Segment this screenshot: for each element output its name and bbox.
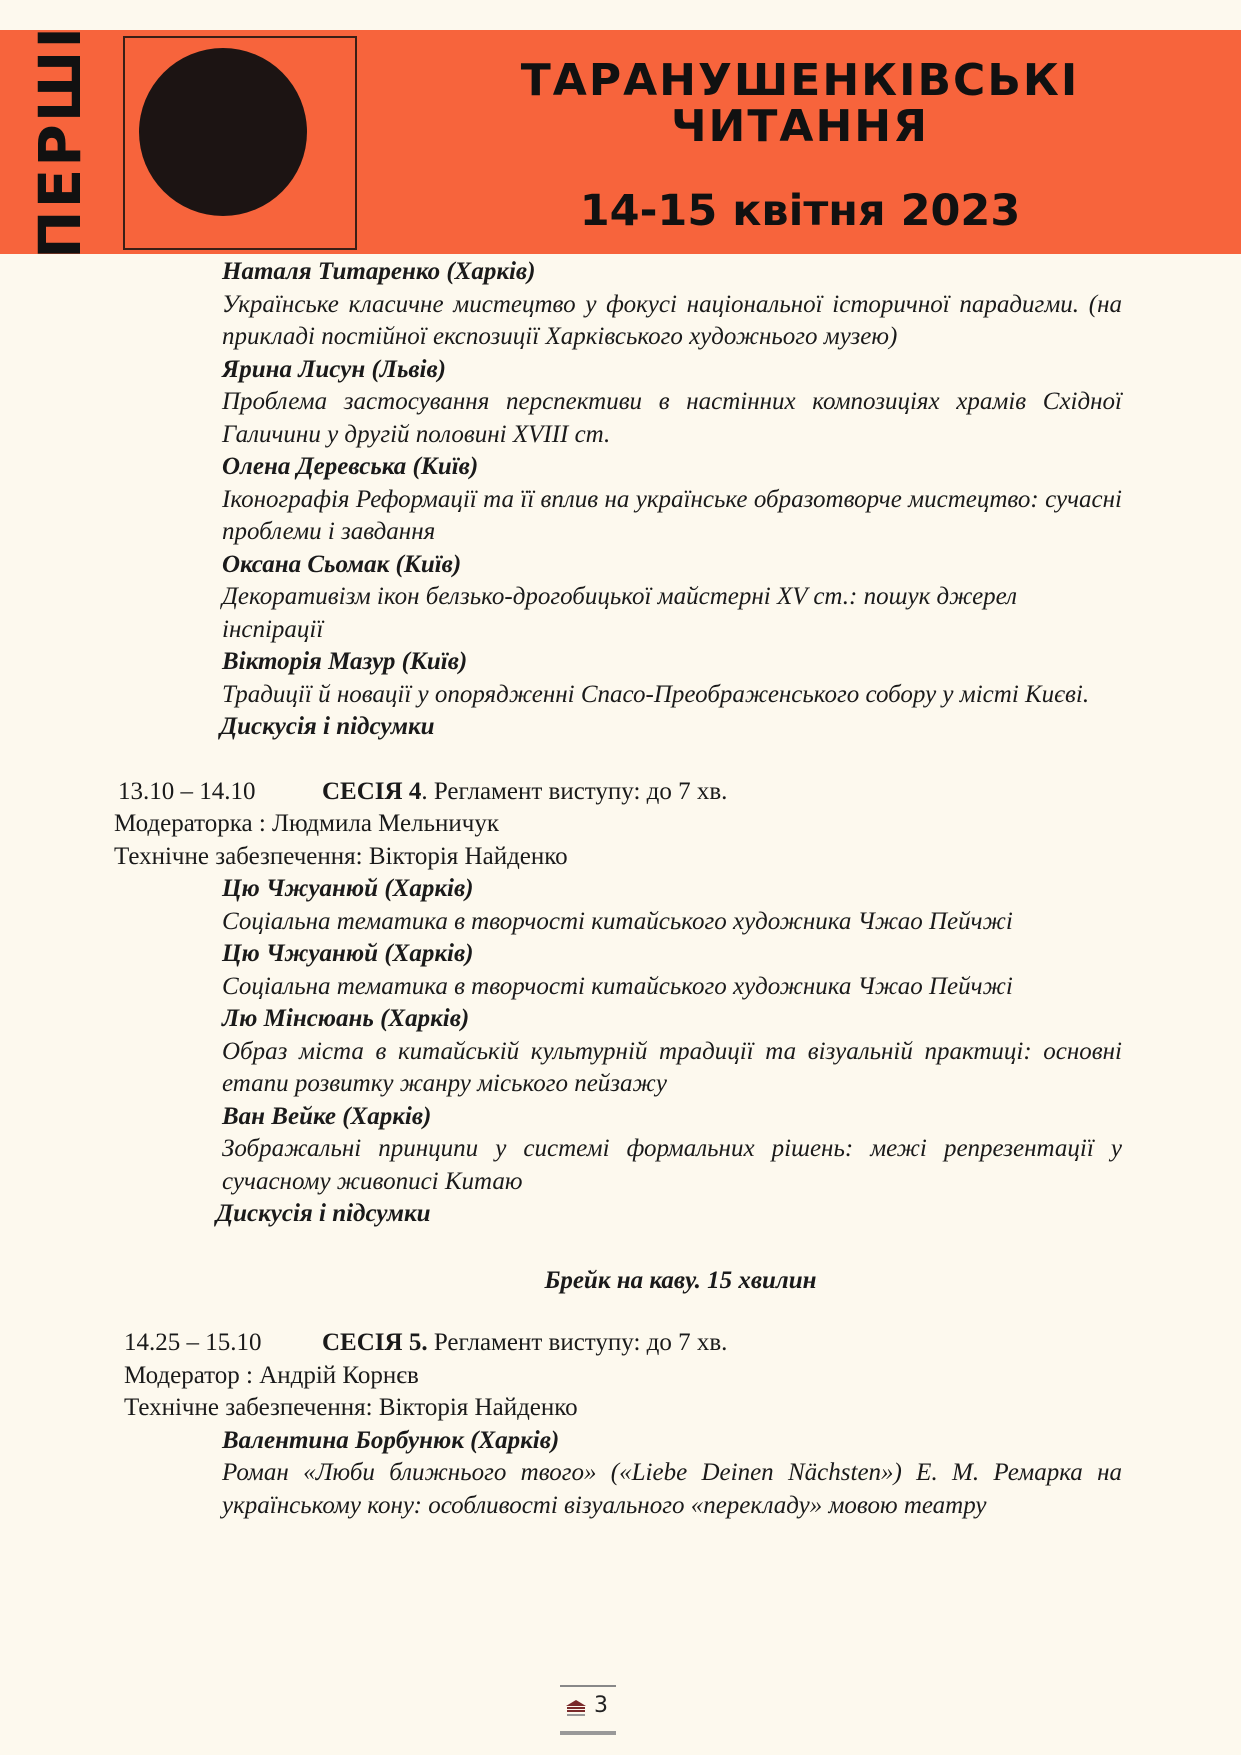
speaker-name: Ярина Лисун (Львів) xyxy=(222,355,446,383)
institution-logo-icon xyxy=(564,1697,588,1719)
vertical-title xyxy=(18,25,102,259)
page-footer xyxy=(560,1685,616,1735)
session4-moderator: Модераторка : Людмила Мельничук xyxy=(114,810,500,837)
vertical-title-text: ПЕРШІ xyxy=(26,25,94,259)
footer-divider xyxy=(560,1685,616,1687)
talk-item xyxy=(222,938,1122,1003)
conference-title xyxy=(380,55,1220,152)
conference-title-line2: ЧИТАННЯ xyxy=(671,101,929,152)
session5-header xyxy=(124,1327,1241,1360)
talk-title: Зображальні принципи у системі формальних рішень: межі репрезентації у сучасному живописі Китаю xyxy=(222,1135,1122,1195)
speaker-name: Цю Чжуанюй (Харків) xyxy=(222,940,474,967)
talk-title: Декоративізм ікон белзько-дрогобицької майстерні XV ст.: пошук джерел інспірації xyxy=(222,583,1018,643)
talk-item xyxy=(222,1425,1122,1523)
conference-title-line1: ТАРАНУШЕНКІВСЬКІ xyxy=(520,55,1080,106)
session4-label: СЕСІЯ 4 xyxy=(322,777,422,805)
speaker-name: Оксана Сьомак (Київ) xyxy=(222,550,462,578)
talk-title: Роман «Люби ближнього твого» («Liebe Deinen Nächsten») Е. М. Ремарка на українському кону: особливості візуального «перекладу» мовою театру xyxy=(222,1459,1122,1519)
talk-title: Українське класичне мистецтво у фокусі національної історичної парадигми. (на прикладі постійної експозиції Харківського художнього музею) xyxy=(222,290,1122,350)
talk-title: Соціальна тематика в творчості китайського художника Чжао Пейчжі xyxy=(222,907,1013,935)
talk-title: Іконографія Реформації та її вплив на українське образотворче мистецтво: сучасні проблеми і завдання xyxy=(222,485,1122,545)
speaker-name: Цю Чжуанюй (Харків) xyxy=(222,875,474,902)
speaker-name: Олена Деревська (Київ) xyxy=(222,453,479,480)
speaker-name: Лю Мінсюань (Харків) xyxy=(222,1005,470,1032)
talk-item xyxy=(222,873,1122,938)
talk-item xyxy=(222,354,1122,452)
talk-item xyxy=(222,1101,1122,1199)
talk-item xyxy=(222,256,1122,354)
session5-time: 14.25 – 15.10 xyxy=(124,1329,262,1356)
session5-label: СЕСІЯ 5. xyxy=(322,1329,428,1356)
speaker-name: Наталя Титаренко (Харків) xyxy=(222,258,536,285)
coffee-break: Брейк на каву. 15 хвилин xyxy=(544,1266,817,1294)
talk-item xyxy=(222,451,1122,549)
session4-time: 13.10 – 14.10 xyxy=(118,777,256,805)
session4-tech: Технічне забезпечення: Вікторія Найденко xyxy=(114,842,568,870)
programme xyxy=(0,256,1241,1522)
session5-rules: Регламент виступу: до 7 хв. xyxy=(427,1329,728,1356)
session4-rules: . Регламент виступу: до 7 хв. xyxy=(421,777,728,805)
talk-title: Образ міста в китайській культурній традиції та візуальній практиці: основні етапи розвитку жанру міського пейзажу xyxy=(222,1037,1122,1097)
talk-title: Проблема застосування перспективи в настінних композиціях храмів Східної Галичини у другій половині XVIII ст. xyxy=(222,388,1122,448)
session5-tech: Технічне забезпечення: Вікторія Найденко xyxy=(124,1394,578,1421)
talk-item xyxy=(222,646,1122,711)
footer-bar xyxy=(560,1731,616,1735)
black-circle-emblem xyxy=(139,48,307,216)
conference-date: 14-15 квітня 2023 xyxy=(579,186,1021,236)
speaker-name: Ван Вейке (Харків) xyxy=(222,1102,432,1130)
talk-title: Традиції й новації у опорядженні Спасо-Преображенського собору у місті Києві. xyxy=(222,680,1090,708)
page-number: 3 xyxy=(594,1693,608,1718)
conference-logo xyxy=(123,36,357,250)
session4-summary: Дискусія і підсумки xyxy=(216,1200,431,1227)
talk-item xyxy=(222,1003,1122,1101)
talk-item xyxy=(222,549,1122,647)
speaker-name: Вікторія Мазур (Київ) xyxy=(222,648,468,675)
session5-moderator: Модератор : Андрій Корнєв xyxy=(124,1361,419,1389)
speaker-name: Валентина Борбунюк (Харків) xyxy=(222,1426,560,1454)
talk-title: Соціальна тематика в творчості китайського художника Чжао Пейчжі xyxy=(222,972,1013,1000)
session3-summary: Дискусія і підсумки xyxy=(220,713,435,740)
session4-header xyxy=(118,776,1241,809)
